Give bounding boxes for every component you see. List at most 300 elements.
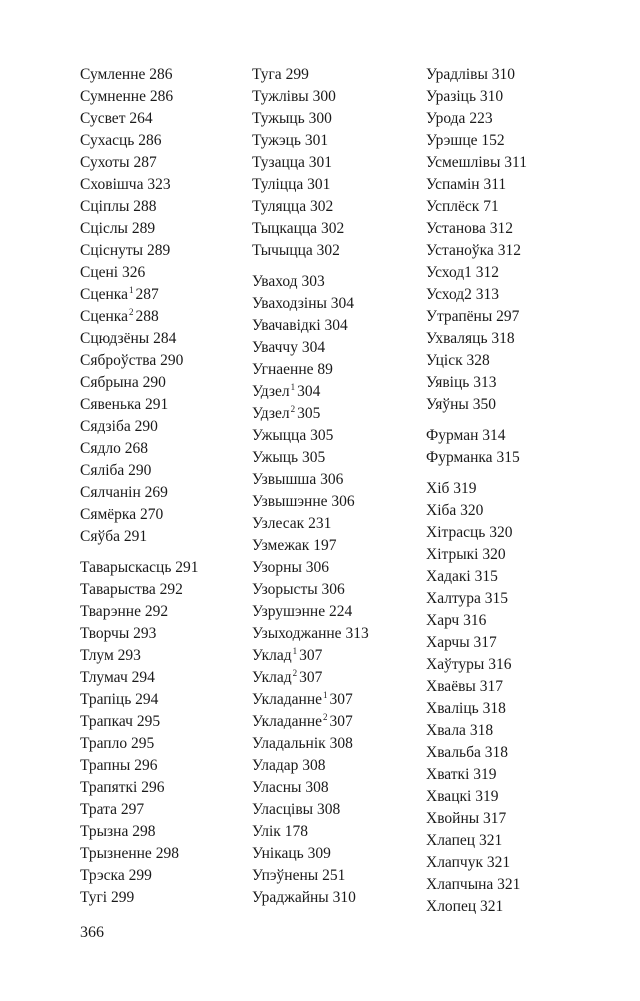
entry-word: Сяўба (80, 528, 120, 545)
entry-page: 291 (123, 528, 148, 545)
entry-page: 312 (489, 220, 513, 237)
entry-page: 319 (473, 766, 497, 783)
index-entry (426, 284, 527, 306)
entry-page: 270 (139, 506, 164, 523)
entry-word: Сявенька (80, 396, 142, 413)
index-entry (80, 821, 199, 843)
entry-page: 318 (484, 744, 509, 761)
index-entry (252, 240, 369, 262)
index-entry (252, 447, 369, 469)
entry-word: Тыцкацца (252, 220, 318, 237)
index-entry (252, 535, 369, 557)
index-entry (80, 504, 199, 526)
index-column-3 (426, 64, 527, 918)
entry-word: Тлум (80, 647, 114, 664)
entry-page: 289 (131, 220, 156, 237)
entry-word: Хвальба (426, 744, 481, 761)
index-entry (426, 240, 527, 262)
index-entry (80, 152, 199, 174)
entry-word: Сцені (80, 264, 119, 281)
index-entry (80, 174, 199, 196)
index-entry (252, 381, 369, 403)
entry-word: Уладальнік (252, 735, 326, 752)
index-entry (426, 478, 527, 500)
index-entry (426, 852, 527, 874)
index-entry (252, 887, 369, 909)
entry-word: Ухваляць (426, 330, 488, 347)
page-number: 366 (80, 924, 104, 941)
entry-word: Сядзіба (80, 418, 131, 435)
entry-page: 269 (144, 484, 168, 501)
entry-word: Сціплы (80, 198, 130, 215)
entry-page: 319 (453, 480, 477, 497)
entry-word: Хваёвы (426, 678, 476, 695)
entry-word: Тычыцца (252, 242, 313, 259)
index-column-2 (252, 64, 369, 909)
entry-page: 302 (316, 242, 340, 259)
homonym-number: 2 (290, 404, 296, 414)
entry-word: Сціснуты (80, 242, 144, 259)
group-separator (426, 416, 527, 425)
entry-word: Хіб (426, 480, 450, 497)
entry-page: 299 (285, 66, 309, 83)
entry-page: 350 (472, 396, 496, 413)
entry-word: Трызна (80, 823, 129, 840)
index-entry (252, 196, 369, 218)
index-entry (426, 522, 527, 544)
index-entry (426, 447, 527, 469)
entry-page: 306 (331, 493, 355, 510)
entry-word: Сялчанін (80, 484, 141, 501)
entry-word: Урадлівы (426, 66, 488, 83)
entry-page: 326 (122, 264, 146, 281)
index-entry (80, 645, 199, 667)
entry-page: 288 (135, 308, 159, 325)
entry-word: Сядло (80, 440, 121, 457)
entry-word: Сумленне (80, 66, 146, 83)
index-entry (252, 174, 369, 196)
entry-page: 301 (307, 176, 331, 193)
entry-word: Хвойны (426, 810, 480, 827)
index-entry (252, 108, 369, 130)
entry-page: 305 (310, 427, 334, 444)
homonym-number: 2 (128, 307, 134, 317)
index-entry (252, 579, 369, 601)
entry-page: 302 (320, 220, 345, 237)
index-entry (80, 557, 199, 579)
entry-word: Хлапец (426, 832, 476, 849)
entry-word: Трата (80, 801, 117, 818)
entry-word: Тлумач (80, 669, 128, 686)
entry-page: 308 (329, 735, 353, 752)
index-entry (252, 218, 369, 240)
homonym-number: 1 (128, 285, 134, 295)
entry-page: 321 (497, 876, 521, 893)
entry-page: 310 (479, 88, 504, 105)
index-entry (80, 416, 199, 438)
entry-page: 295 (136, 713, 161, 730)
entry-page: 89 (317, 361, 333, 378)
entry-word: Уразіць (426, 88, 477, 105)
entry-word: Тужыць (252, 110, 305, 127)
entry-page: 293 (117, 647, 141, 664)
index-entry (252, 821, 369, 843)
entry-word: Усход1 (426, 264, 472, 281)
index-entry (80, 755, 199, 777)
entry-word: Тварэнне (80, 603, 141, 620)
entry-word: Сховішча (80, 176, 144, 193)
entry-word: Усплёск (426, 198, 480, 215)
entry-page: 320 (460, 502, 484, 519)
entry-page: 314 (482, 427, 506, 444)
entry-page: 294 (131, 669, 155, 686)
index-entry (252, 86, 369, 108)
index-entry (80, 460, 199, 482)
entry-page: 306 (320, 471, 344, 488)
entry-word: Сяліба (80, 462, 125, 479)
index-entry (80, 86, 199, 108)
entry-page: 301 (308, 154, 333, 171)
index-entry (252, 843, 369, 865)
entry-word: Узвышэнне (252, 493, 328, 510)
index-entry (426, 808, 527, 830)
entry-word: Сусвет (80, 110, 126, 127)
index-entry (80, 601, 199, 623)
entry-word: Укладанне (252, 691, 322, 708)
entry-page: 310 (332, 889, 356, 906)
entry-word: Ужыцца (252, 427, 307, 444)
entry-page: 223 (469, 110, 493, 127)
entry-word: Узлесак (252, 515, 305, 532)
entry-page: 298 (155, 845, 179, 862)
entry-page: 303 (301, 273, 325, 290)
entry-page: 291 (175, 559, 199, 576)
entry-word: Сцюдзёны (80, 330, 150, 347)
entry-page: 299 (111, 889, 135, 906)
index-entry (252, 315, 369, 337)
entry-page: 317 (483, 810, 507, 827)
entry-page: 310 (491, 66, 516, 83)
index-entry (80, 196, 199, 218)
entry-page: 292 (144, 603, 169, 620)
index-entry (252, 557, 369, 579)
index-entry (426, 218, 527, 240)
entry-word: Уваходзіны (252, 295, 327, 312)
entry-page: 316 (463, 612, 487, 629)
entry-page: 251 (322, 867, 346, 884)
homonym-number: 2 (323, 712, 328, 722)
index-entry (80, 438, 199, 460)
entry-word: Творчы (80, 625, 130, 642)
entry-word: Утрапёны (426, 308, 493, 325)
entry-word: Трапкач (80, 713, 133, 730)
entry-word: Ураджайны (252, 889, 329, 906)
index-entry (426, 306, 527, 328)
entry-word: Хвацкі (426, 788, 472, 805)
entry-page: 320 (482, 546, 506, 563)
index-entry (80, 482, 199, 504)
entry-page: 284 (153, 330, 177, 347)
index-entry (426, 328, 527, 350)
entry-word: Уявіць (426, 374, 470, 391)
entry-word: Сумненне (80, 88, 146, 105)
index-entry (252, 152, 369, 174)
entry-page: 312 (497, 242, 521, 259)
entry-word: Хіба (426, 502, 457, 519)
entry-page: 316 (488, 656, 512, 673)
index-entry (426, 764, 527, 786)
entry-word: Тугі (80, 889, 108, 906)
entry-page: 286 (149, 88, 174, 105)
index-entry (252, 733, 369, 755)
entry-word: Хітрыкі (426, 546, 479, 563)
entry-word: Трапло (80, 735, 128, 752)
index-entry (426, 830, 527, 852)
index-entry (426, 786, 527, 808)
index-entry (426, 196, 527, 218)
entry-page: 293 (133, 625, 157, 642)
entry-page: 319 (475, 788, 499, 805)
entry-page: 290 (128, 462, 152, 479)
entry-page: 286 (138, 132, 162, 149)
entry-page: 197 (313, 537, 337, 554)
entry-page: 304 (324, 317, 348, 334)
index-entry (252, 425, 369, 447)
index-entry (80, 526, 199, 548)
index-entry (426, 500, 527, 522)
entry-page: 289 (146, 242, 171, 259)
index-entry (252, 293, 369, 315)
entry-word: Уваход (252, 273, 298, 290)
entry-word: Хваткі (426, 766, 470, 783)
homonym-number: 1 (290, 382, 296, 392)
entry-page: 306 (321, 581, 345, 598)
index-entry (80, 130, 199, 152)
entry-word: Уклад (252, 669, 292, 686)
entry-page: 231 (308, 515, 332, 532)
entry-page: 308 (316, 801, 341, 818)
entry-page: 290 (134, 418, 158, 435)
index-entry (80, 394, 199, 416)
entry-page: 318 (469, 722, 494, 739)
entry-page: 307 (299, 647, 323, 664)
entry-word: Укладанне (252, 713, 322, 730)
entry-word: Хлапчук (426, 854, 483, 871)
index-entry (252, 711, 369, 733)
index-entry (252, 645, 369, 667)
entry-word: Ужыць (252, 449, 299, 466)
entry-word: Таварыскасць (80, 559, 172, 576)
index-entry (426, 874, 527, 896)
index-entry (426, 152, 527, 174)
index-entry (80, 262, 199, 284)
entry-page: 315 (474, 568, 498, 585)
index-entry (80, 372, 199, 394)
entry-page: 152 (481, 132, 505, 149)
index-entry (252, 623, 369, 645)
entry-word: Узорысты (252, 581, 318, 598)
index-entry (80, 865, 199, 887)
entry-word: Сценка (80, 308, 128, 325)
index-entry (252, 359, 369, 381)
entry-page: 305 (297, 405, 321, 422)
homonym-number: 2 (292, 668, 298, 678)
entry-word: Успамін (426, 176, 480, 193)
entry-page: 296 (134, 757, 158, 774)
entry-page: 292 (159, 581, 183, 598)
entry-page: 288 (133, 198, 157, 215)
entry-word: Уваччу (252, 339, 298, 356)
entry-page: 299 (128, 867, 152, 884)
index-entry (252, 689, 369, 711)
group-separator (426, 469, 527, 478)
index-entry (426, 720, 527, 742)
index-entry (252, 469, 369, 491)
entry-page: 264 (129, 110, 153, 127)
entry-word: Туляцца (252, 198, 307, 215)
homonym-number: 1 (323, 690, 328, 700)
index-entry (252, 601, 369, 623)
entry-word: Хлапчына (426, 876, 494, 893)
entry-word: Трапіць (80, 691, 132, 708)
index-entry (80, 689, 199, 711)
index-entry (252, 337, 369, 359)
index-entry (426, 632, 527, 654)
entry-word: Трапны (80, 757, 131, 774)
entry-word: Узыходжанне (252, 625, 342, 642)
group-separator (252, 262, 369, 271)
entry-page: 296 (141, 779, 165, 796)
index-entry (80, 350, 199, 372)
entry-page: 302 (309, 198, 334, 215)
entry-page: 287 (135, 286, 159, 303)
entry-word: Хвала (426, 722, 466, 739)
entry-page: 321 (478, 832, 503, 849)
index-entry (80, 667, 199, 689)
entry-word: Сямёрка (80, 506, 137, 523)
entry-word: Унікаць (252, 845, 304, 862)
entry-page: 311 (483, 176, 507, 193)
index-entry (426, 544, 527, 566)
index-entry (426, 64, 527, 86)
index-entry (80, 579, 199, 601)
entry-page: 290 (142, 374, 166, 391)
index-column-1 (80, 64, 199, 909)
index-entry (252, 865, 369, 887)
entry-page: 295 (130, 735, 155, 752)
entry-word: Уласцівы (252, 801, 314, 818)
index-entry (80, 284, 199, 306)
entry-page: 321 (486, 854, 511, 871)
entry-word: Хітрасць (426, 524, 486, 541)
entry-word: Харч (426, 612, 460, 629)
entry-page: 315 (496, 449, 520, 466)
entry-word: Увачавідкі (252, 317, 321, 334)
entry-page: 298 (132, 823, 156, 840)
entry-page: 308 (305, 779, 329, 796)
entry-page: 307 (329, 713, 353, 730)
index-entry (80, 711, 199, 733)
entry-word: Угнаенне (252, 361, 314, 378)
entry-page: 286 (149, 66, 173, 83)
entry-page: 291 (145, 396, 169, 413)
index-entry (426, 676, 527, 698)
entry-page: 224 (328, 603, 353, 620)
entry-page: 323 (147, 176, 171, 193)
index-entry (80, 328, 199, 350)
entry-page: 313 (345, 625, 369, 642)
index-entry (252, 777, 369, 799)
entry-page: 307 (299, 669, 323, 686)
index-entry (252, 491, 369, 513)
index-entry (252, 755, 369, 777)
entry-word: Сяброўства (80, 352, 157, 369)
entry-word: Узвышша (252, 471, 317, 488)
entry-page: 297 (120, 801, 145, 818)
entry-page: 321 (480, 898, 504, 915)
entry-word: Харчы (426, 634, 470, 651)
entry-word: Упэўнены (252, 867, 319, 884)
entry-word: Тужэць (252, 132, 301, 149)
entry-page: 318 (482, 700, 506, 717)
index-entry (252, 513, 369, 535)
index-entry (252, 130, 369, 152)
index-entry (80, 108, 199, 130)
index-entry (80, 64, 199, 86)
index-entry (80, 240, 199, 262)
entry-word: Сухоты (80, 154, 130, 171)
entry-word: Узмежак (252, 537, 310, 554)
entry-word: Устаноўка (426, 242, 494, 259)
index-entry (426, 896, 527, 918)
entry-word: Улік (252, 823, 281, 840)
entry-page: 308 (302, 757, 326, 774)
entry-page: 268 (124, 440, 148, 457)
entry-word: Удзел (252, 383, 290, 400)
entry-page: 313 (473, 374, 497, 391)
entry-page: 290 (160, 352, 184, 369)
entry-page: 311 (504, 154, 527, 171)
entry-word: Уладар (252, 757, 299, 774)
index-entry (426, 742, 527, 764)
entry-word: Сухасць (80, 132, 135, 149)
entry-word: Уласны (252, 779, 302, 796)
entry-page: 328 (466, 352, 490, 369)
entry-word: Уяўны (426, 396, 469, 413)
index-entry (426, 394, 527, 416)
entry-page: 315 (484, 590, 509, 607)
entry-word: Трэска (80, 867, 125, 884)
index-entry (426, 174, 527, 196)
entry-word: Фурманка (426, 449, 493, 466)
entry-word: Трапяткі (80, 779, 138, 796)
entry-page: 297 (496, 308, 520, 325)
entry-page: 309 (307, 845, 331, 862)
entry-word: Туліцца (252, 176, 304, 193)
entry-page: 287 (133, 154, 157, 171)
index-entry (426, 86, 527, 108)
entry-page: 312 (475, 264, 500, 281)
entry-word: Урода (426, 110, 466, 127)
entry-page: 313 (475, 286, 500, 303)
index-entry (80, 623, 199, 645)
index-entry (252, 799, 369, 821)
entry-page: 320 (489, 524, 513, 541)
entry-page: 317 (473, 634, 497, 651)
index-entry (426, 698, 527, 720)
index-entry (80, 218, 199, 240)
entry-word: Узрушэнне (252, 603, 326, 620)
